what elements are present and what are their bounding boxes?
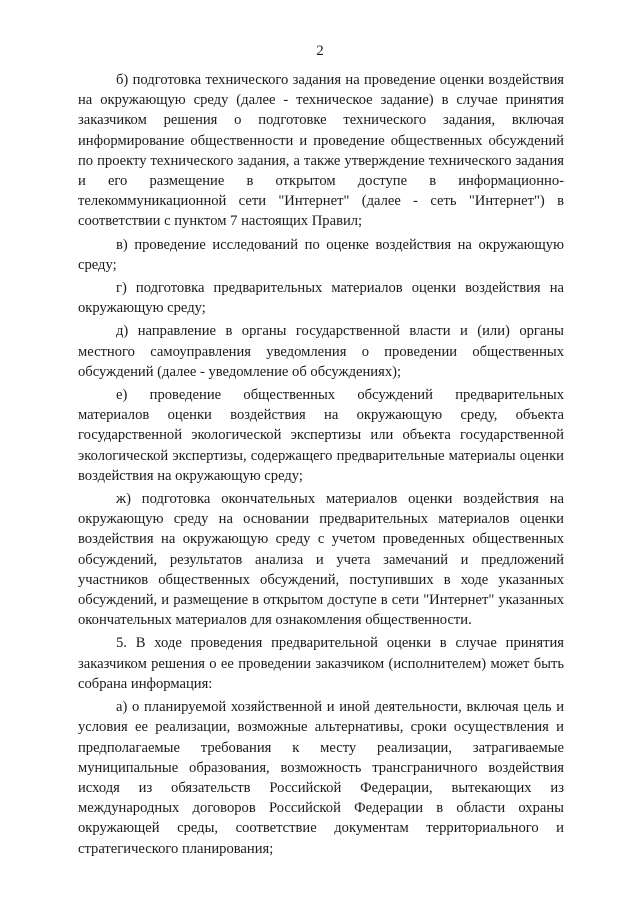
paragraph-item-zh: ж) подготовка окончательных материалов оценки воздействия на окружающую среду на основании предварительных материалов оценки воздействия на окружающую среду с учетом проведенных общественных обсуждений, результатов анализа и учета замечаний и предложений участников общественных обсуждений, поступивших в ходе указанных обсуждений, и размещение в открытом доступе в сети "Интернет" указанных окончательных материалов для ознакомления общественности. bbox=[78, 491, 564, 629]
paragraph-item-g: г) подготовка предварительных материалов оценки воздействия на окружающую среду; bbox=[78, 280, 564, 317]
paragraph-item-a: а) о планируемой хозяйственной и иной деятельности, включая цель и условия ее реализации, возможные альтернативы, сроки осуществления и предполагаемые требования к месту реализации, затрагиваемые муниципальные образования, возможность трансграничного воздействия исходя из обязательств Российской Федерации, вытекающих из международных договоров Российской Федерации в области охраны окружающей среды, соответствие документам территориального и стратегического планирования; bbox=[78, 699, 564, 857]
paragraph-section-5: 5. В ходе проведения предварительной оценки в случае принятия заказчиком решения о ее проведении заказчиком (исполнителем) может быть собрана информация: bbox=[78, 635, 564, 692]
paragraph-item-e: е) проведение общественных обсуждений предварительных материалов оценки воздействия на окружающую среду, объекта государственной экологической экспертизы или объекта государственной экологической экспертизы, содержащего предварительные материалы оценки воздействия на окружающую среду; bbox=[78, 387, 564, 484]
paragraph-item-d: д) направление в органы государственной власти и (или) органы местного самоуправления уведомления о проведении общественных обсуждений (далее - уведомление об обсуждениях); bbox=[78, 323, 564, 380]
paragraph-item-b: б) подготовка технического задания на проведение оценки воздействия на окружающую среду (далее - техническое задание) в случае принятия заказчиком решения о подготовке технического задания, включая информирование общественности и проведение общественных обсуждений по проекту технического задания, а также утверждение технического задания и его размещение в открытом доступе в информационно-телекоммуникационной сети "Интернет" (далее - сеть "Интернет") в соответствии с пунктом 7 настоящих Правил; bbox=[78, 72, 564, 230]
document-body bbox=[78, 70, 564, 862]
paragraph-item-v: в) проведение исследований по оценке воздействия на окружающую среду; bbox=[78, 236, 564, 273]
page-number: 2 bbox=[316, 43, 324, 59]
